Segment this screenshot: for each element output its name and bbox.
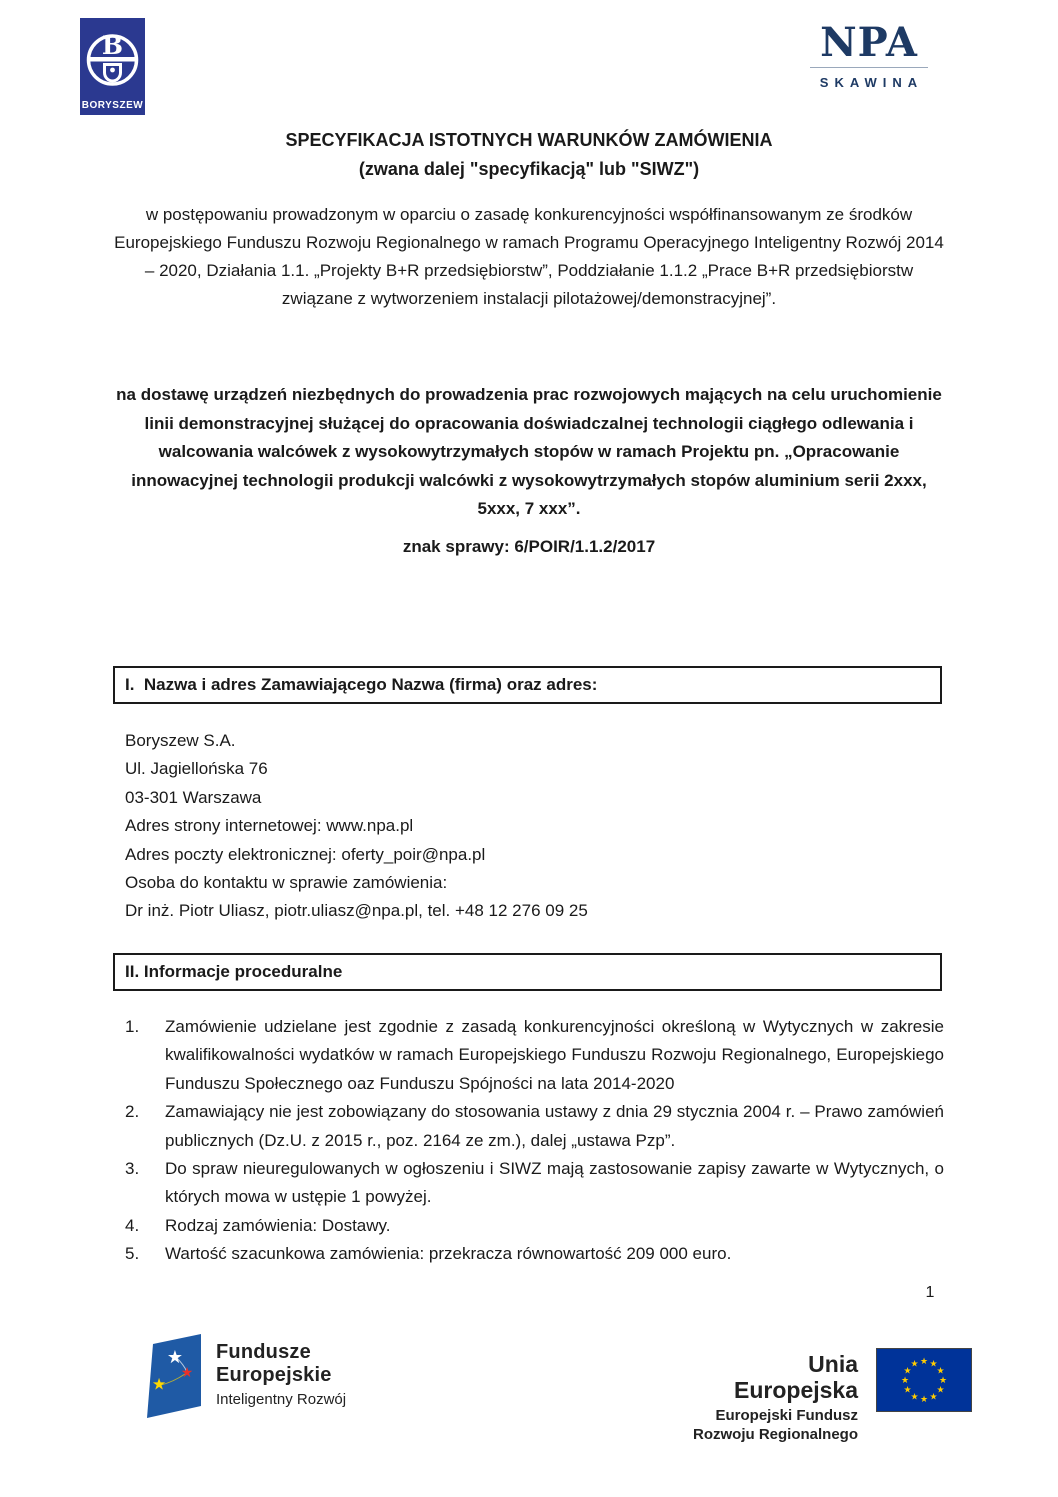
buyer-email: Adres poczty elektronicznej: oferty_poir@npa.pl	[125, 844, 486, 864]
eu-logo-text	[686, 1348, 858, 1444]
fe-flag-icon	[145, 1332, 201, 1420]
list-item-number: 3.	[125, 1159, 140, 1179]
svg-text:★: ★	[919, 1394, 929, 1404]
fe-subtitle: Inteligentny Rozwój	[216, 1391, 347, 1408]
npa-logo	[806, 19, 932, 90]
boryszew-logo-icon	[80, 18, 145, 115]
document-title	[114, 126, 944, 184]
npa-divider	[810, 67, 928, 68]
unia-europejska-logo	[686, 1348, 972, 1444]
list-item-number: 4.	[125, 1215, 140, 1235]
list-item	[125, 1240, 944, 1268]
section1-heading-box	[113, 666, 942, 704]
buyer-contact-person: Dr inż. Piotr Uliasz, piotr.uliasz@npa.pl, tel. +48 12 276 09 25	[125, 901, 588, 921]
intro-paragraph: w postępowaniu prowadzonym w oparciu o zasadę konkurencyjności współfinansowanym ze środków Europejskiego Funduszu Rozwoju Regionalnego w ramach Programu Operacyjnego Inteligentny Rozwój 2014 – 2020, Działania 1.1. „Projekty B+R przedsiębiorstw”, Poddziałanie 1.1.2 „Prace B+R przedsiębiorstw związane z wytworzeniem instalacji pilotażowej/demonstracyjnej”.	[114, 205, 944, 308]
subject-paragraph: na dostawę urządzeń niezbędnych do prowadzenia prac rozwojowych mających na celu uruchomienie linii demonstracyjnej służącej do opracowania doświadczalnej technologii ciągłego odlewania i walcowania walcówek z wysokowytrzymałych stopów w ramach Projektu pn. „Opracowanie innowacyjnej technologii produkcji walcówki z wysokowytrzymałych stopów aluminium serii 2xxx, 5xxx, 7 xxx”.	[116, 385, 942, 518]
document-title-line2: (zwana dalej "specyfikacją" lub "SIWZ")	[358, 159, 700, 179]
list-item	[125, 1155, 944, 1212]
svg-text:★: ★	[900, 1375, 910, 1385]
fe-title-line1: Fundusze	[216, 1341, 311, 1363]
boryszew-caption: BORYSZEW	[81, 100, 144, 111]
fe-logo-text	[216, 1332, 346, 1408]
npa-subtitle: SKAWINA	[819, 75, 924, 90]
list-item-number: 1.	[125, 1017, 140, 1036]
svg-text:★: ★	[936, 1365, 945, 1376]
section2-heading: II. Informacje proceduralne	[125, 962, 343, 981]
buyer-website: Adres strony internetowej: www.npa.pl	[125, 816, 414, 836]
buyer-address-block	[125, 727, 943, 926]
list-item-text: Zamówienie udzielane jest zgodnie z zasadą konkurencyjności określoną w Wytycznych w zakresie kwalifikowalności wydatków w ramach Europejskiego Funduszu Rozwoju Regionalnego, Europejskiego Funduszu Społecznego oaz Funduszu Spójności na lata 2014-2020	[165, 1017, 944, 1093]
svg-text:★: ★	[929, 1391, 938, 1402]
eu-subtitle	[686, 1406, 858, 1444]
boryszew-logo	[80, 18, 145, 115]
eu-flag-icon	[876, 1348, 972, 1412]
eu-subtitle-line1: Europejski Fundusz	[715, 1407, 858, 1424]
fe-title-line2: Europejskie	[216, 1364, 332, 1386]
list-item	[125, 1013, 944, 1098]
list-item-text: Zamawiający nie jest zobowiązany do stosowania ustawy z dnia 29 stycznia 2004 r. – Prawo zamówień publicznych (Dz.U. z 2015 r., poz. 2164 ze zm.), dalej „ustawa Pzp”.	[165, 1102, 944, 1150]
svg-text:★: ★	[910, 1358, 919, 1369]
buyer-name: Boryszew S.A.	[125, 731, 236, 750]
buyer-city: 03-301 Warszawa	[125, 787, 262, 807]
list-item	[125, 1098, 944, 1155]
fundusze-europejskie-logo	[145, 1332, 346, 1420]
svg-text:★: ★	[936, 1384, 945, 1395]
case-number: znak sprawy: 6/POIR/1.1.2/2017	[402, 537, 656, 556]
buyer-contact-label: Osoba do kontaktu w sprawie zamówienia:	[125, 873, 448, 893]
svg-text:★: ★	[938, 1375, 948, 1385]
section1-heading: I. Nazwa i adres Zamawiającego Nazwa (firma) oraz adres:	[125, 675, 598, 694]
svg-text:★: ★	[910, 1391, 919, 1402]
svg-text:★: ★	[903, 1384, 912, 1395]
procedural-list	[125, 1013, 944, 1269]
svg-text:★: ★	[180, 1364, 194, 1380]
page-number: 1	[925, 1284, 935, 1301]
eu-title: Unia Europejska	[734, 1351, 858, 1403]
list-item-number: 2.	[125, 1102, 140, 1122]
document-title-line1: SPECYFIKACJA ISTOTNYCH WARUNKÓW ZAMÓWIENIA	[285, 130, 773, 150]
buyer-street: Ul. Jagiellońska 76	[125, 759, 268, 779]
list-item-text: Wartość szacunkowa zamówienia: przekracza równowartość 209 000 euro.	[165, 1244, 732, 1264]
boryszew-letter: B	[101, 31, 124, 60]
svg-text:★: ★	[919, 1356, 929, 1366]
list-item	[125, 1212, 944, 1240]
eu-subtitle-line2: Rozwoju Regionalnego	[693, 1426, 858, 1443]
svg-text:★: ★	[903, 1365, 912, 1376]
svg-text:★: ★	[151, 1376, 167, 1394]
svg-text:★: ★	[166, 1347, 184, 1367]
list-item-text: Rodzaj zamówienia: Dostawy.	[165, 1215, 391, 1235]
section2-heading-box	[113, 953, 942, 991]
svg-text:★: ★	[929, 1358, 938, 1369]
npa-wordmark: NPA	[820, 19, 918, 66]
list-item-text: Do spraw nieuregulowanych w ogłoszeniu i SIWZ mają zastosowanie zapisy zawarte w Wytycznych, o których mowa w ustępie 1 powyżej.	[165, 1159, 944, 1207]
list-item-number: 5.	[125, 1244, 140, 1264]
